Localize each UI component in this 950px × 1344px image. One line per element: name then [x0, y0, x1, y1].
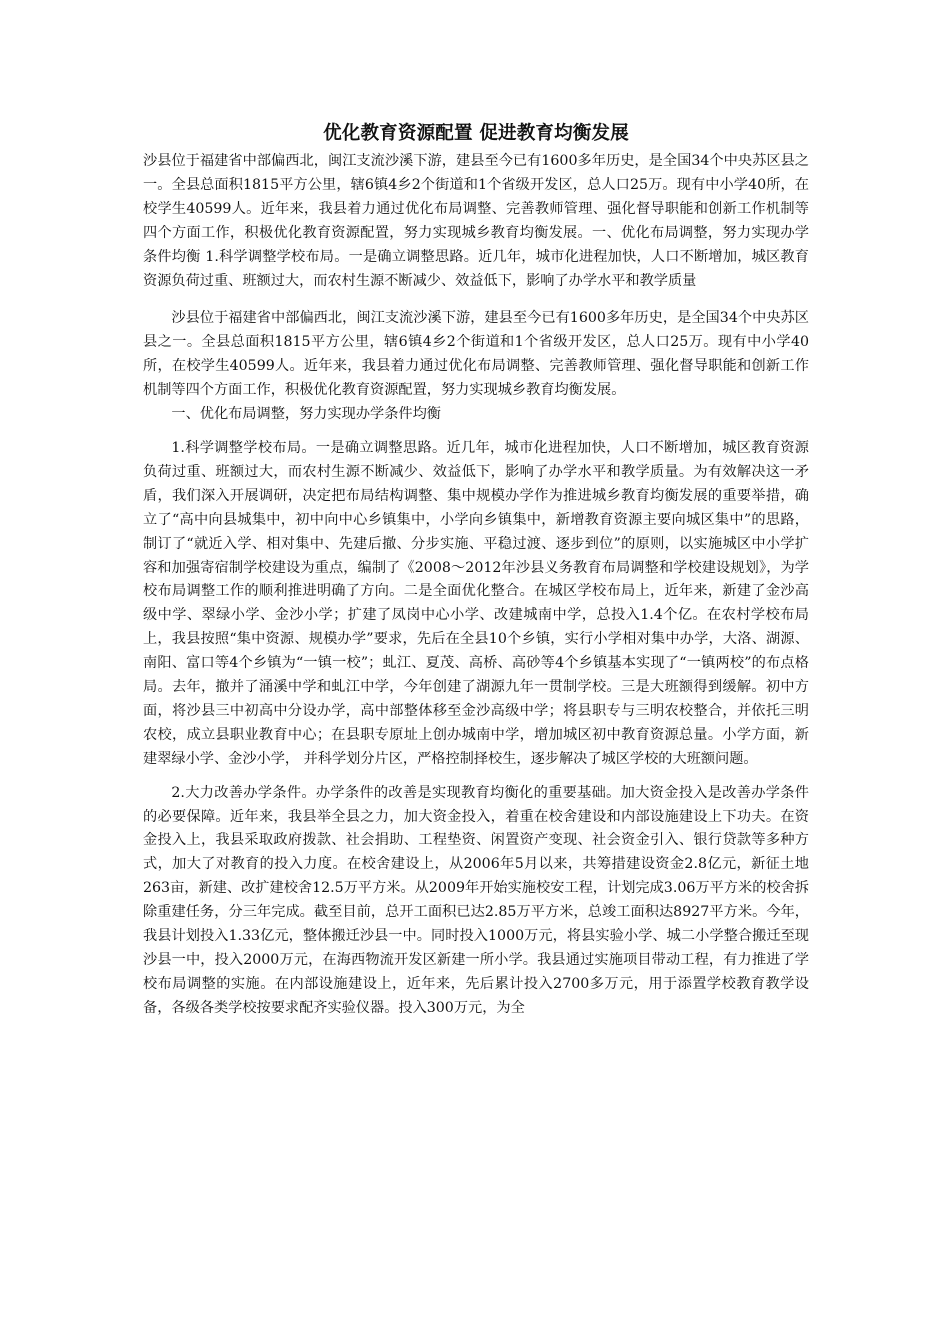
paragraph-intro: 沙县位于福建省中部偏西北，闽江支流沙溪下游，建县至今已有1600多年历史，是全国34个中央苏区县之一。全县总面积1815平方公里，辖6镇4乡2个街道和1个省级开发区，总人口25万。现有中小学40所，在校学生40599人。近年来，我县着力通过优化布局调整、完善教师管理、强化督导职能和创新工作机制等四个方面工作，积极优化教育资源配置，努力实现城乡教育均衡发展。 — [143, 310, 809, 399]
paragraph-layout-adjustment: 1.科学调整学校布局。一是确立调整思路。近几年，城市化进程加快，人口不断增加，城区教育资源负荷过重、班额过大，而农村生源不断减少、效益低下，影响了办学水平和教学质量。为有效解决这一矛盾，我们深入开展调研，决定把布局结构调整、集中规模办学作为推进城乡教育均衡发展的重要举措，确立了“高中向县城集中，初中向中心乡镇集中，小学向乡镇集中，新增教育资源主要向城区集中”的思路，制订了“就近入学、相对集中、先建后撤、分步实施、平稳过渡、逐步到位”的原则，以实施城区中小学扩容和加强寄宿制学校建设为重点，编制了《2008～2012年沙县义务教育布局调整和学校建设规划》，为学校布局调整工作的顺利推进明确了方向。二是全面优化整合。在城区学校布局上，近年来，新建了金沙高级中学、翠绿小学、金沙小学；扩建了凤岗中心小学、改建城南中学，总投入1.4个亿。在农村学校布局上，我县按照“集中资源、规模办学”要求，先后在全县10个乡镇，实行小学相对集中办学，大洛、湖源、南阳、富口等4个乡镇为“一镇一校”；虬江、夏茂、高桥、高砂等4个乡镇基本实现了“一镇两校”的布点格局。去年，撤并了涌溪中学和虬江中学，今年创建了湖源九年一贯制学校。三是大班额得到缓解。初中方面，将沙县三中初高中分设办学，高中部整体移至金沙高级中学；将县职专与三明农校整合，并依托三明农校，成立县职业教育中心；在县职专原址上创办城南中学，增加城区初中教育资源总量。小学方面，新建翠绿小学、金沙小学， 并科学划分片区，严格控制择校生，逐步解决了城区学校的大班额问题。 — [143, 439, 809, 767]
document-page — [143, 120, 809, 1021]
document-title: 优化教育资源配置 促进教育均衡发展 — [323, 123, 629, 144]
paragraph-school-conditions: 2.大力改善办学条件。办学条件的改善是实现教育均衡化的重要基础。加大资金投入是改善办学条件的必要保障。近年来，我县举全县之力，加大资金投入，着重在校舍建设和内部设施建设上下功夫。在资金投入上，我县采取政府拨款、社会捐助、工程垫资、闲置资产变现、社会资金引入、银行贷款等多种方式，加大了对教育的投入力度。在校舍建设上，从2006年5月以来，共筹措建设资金2.8亿元，新征土地263亩，新建、改扩建校舍12.5万平方米。从2009年开始实施校安工程，计划完成3.06万平方米的校舍拆除重建任务，分三年完成。截至目前，总开工面积已达2.85万平方米，总竣工面积达8927平方米。今年，我县计划投入1.33亿元，整体搬迁沙县一中。同时投入1000万元，将县实验小学、城二小学整合搬迁至现沙县一中，投入2000万元，在海西物流开发区新建一所小学。我县通过实施项目带动工程，有力推进了学校布局调整的实施。在内部设施建设上，近年来，先后累计投入2700多万元，用于添置学校教育教学设备，各级各类学校按要求配齐实验仪器。投入300万元，为全 — [143, 784, 809, 1016]
section-heading: 一、优化布局调整，努力实现办学条件均衡 — [171, 406, 441, 423]
document-abstract: 沙县位于福建省中部偏西北，闽江支流沙溪下游，建县至今已有1600多年历史，是全国34个中央苏区县之一。全县总面积1815平方公里，辖6镇4乡2个街道和1个省级开发区，总人口25万。现有中小学40所，在校学生40599人。近年来，我县着力通过优化布局调整、完善教师管理、强化督导职能和创新工作机制等四个方面工作，积极优化教育资源配置，努力实现城乡教育均衡发展。一、优化布局调整，努力实现办学条件均衡 1.科学调整学校布局。一是确立调整思路。近几年，城市化进程加快，人口不断增加，城区教育资源负荷过重、班额过大，而农村生源不断减少、效益低下，影响了办学水平和教学质量 — [143, 153, 809, 289]
